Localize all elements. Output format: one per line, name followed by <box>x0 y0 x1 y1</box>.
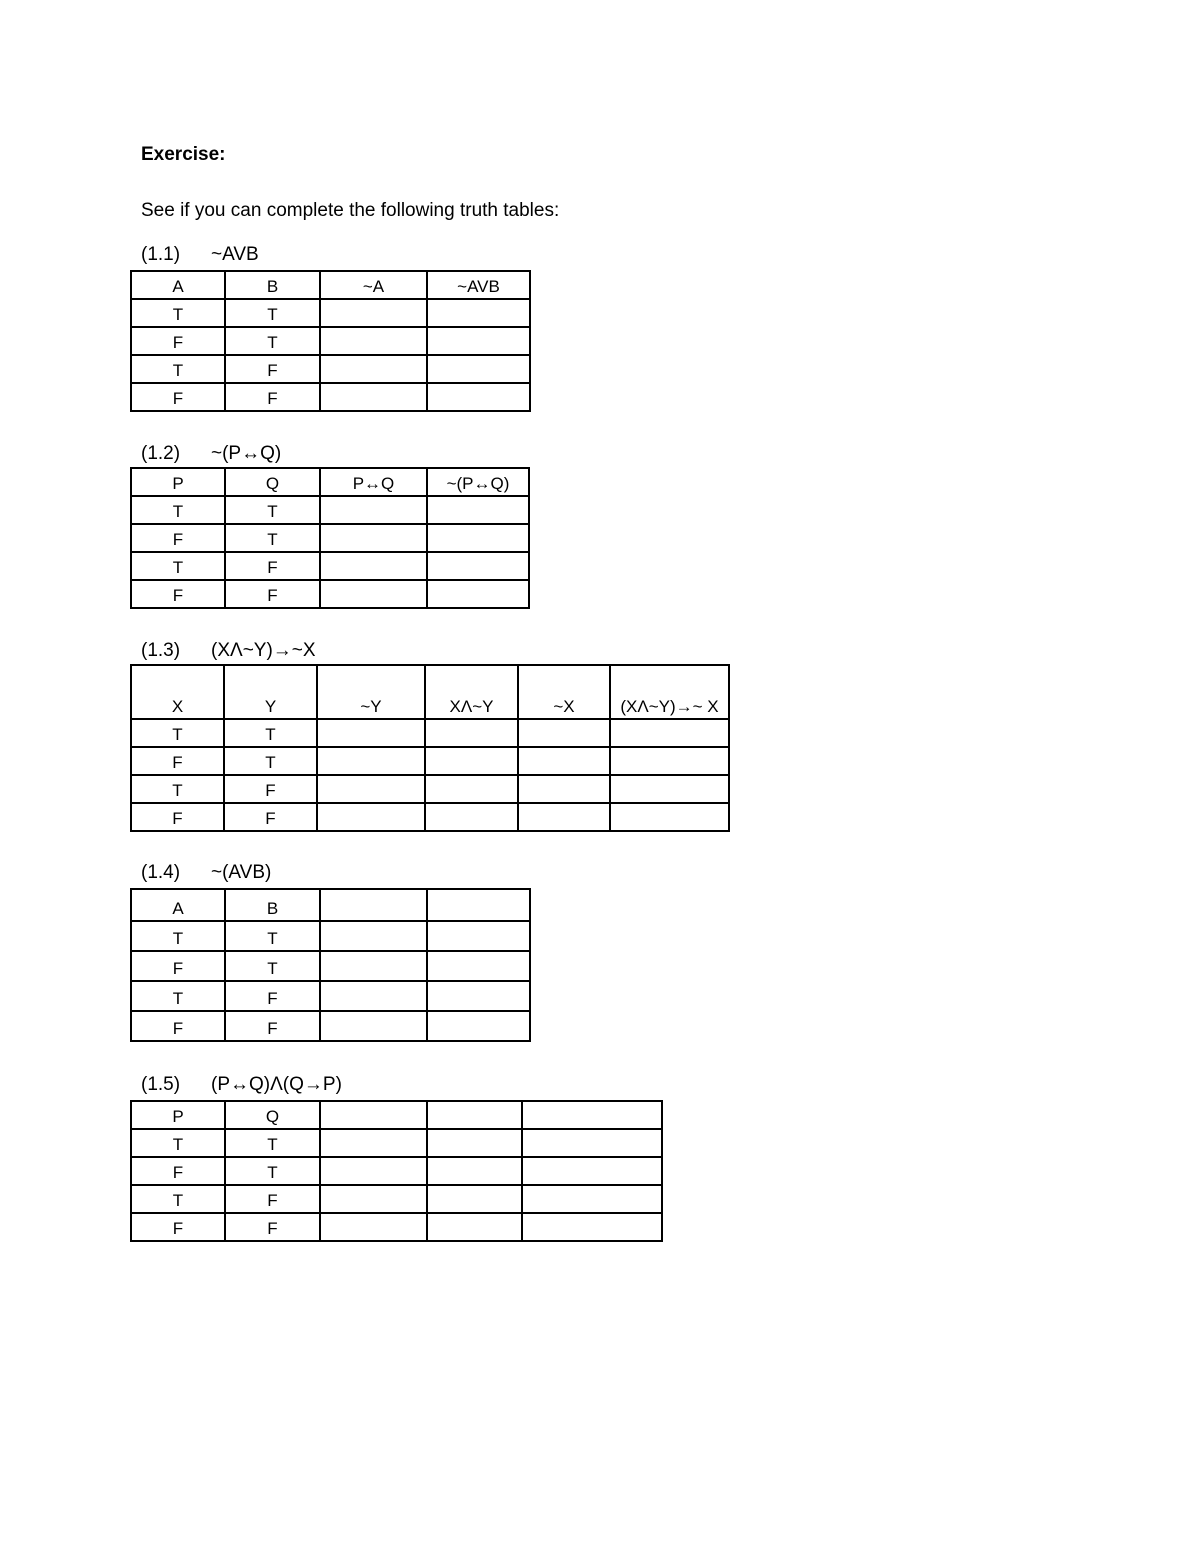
intro-text: See if you can complete the following truth tables: <box>141 200 560 221</box>
header-cell: A <box>131 889 225 921</box>
header-row <box>131 271 530 299</box>
table-row <box>131 552 529 580</box>
answer-cell[interactable] <box>427 1185 522 1213</box>
value-cell: T <box>131 355 225 383</box>
value-cell: T <box>131 1185 225 1213</box>
header-cell: ~A <box>320 271 427 299</box>
table-row <box>131 524 529 552</box>
value-cell: F <box>131 383 225 411</box>
table-row <box>131 1185 662 1213</box>
table-row <box>131 1157 662 1185</box>
answer-cell[interactable] <box>425 803 518 831</box>
exercise-label <box>141 443 281 465</box>
answer-cell[interactable] <box>427 496 529 524</box>
answer-cell[interactable] <box>425 747 518 775</box>
answer-cell[interactable] <box>427 1157 522 1185</box>
answer-cell[interactable] <box>427 981 530 1011</box>
header-cell: B <box>225 271 320 299</box>
value-cell: T <box>225 299 320 327</box>
value-cell: T <box>225 1129 320 1157</box>
answer-cell[interactable] <box>518 747 610 775</box>
answer-cell[interactable] <box>427 1213 522 1241</box>
value-cell: F <box>224 803 317 831</box>
answer-cell[interactable] <box>317 719 425 747</box>
answer-cell[interactable] <box>320 1213 427 1241</box>
value-cell: T <box>131 299 225 327</box>
answer-cell[interactable] <box>427 1129 522 1157</box>
value-cell: T <box>225 496 320 524</box>
header-cell <box>427 889 530 921</box>
table-row <box>131 299 530 327</box>
header-cell: Y <box>224 665 317 719</box>
value-cell: F <box>131 580 225 608</box>
exercise-formula: (P↔Q)Λ(Q→P) <box>211 1074 342 1095</box>
truth-table <box>130 270 531 412</box>
exercise-number: (1.2) <box>141 443 181 464</box>
value-cell: T <box>224 719 317 747</box>
value-cell: F <box>224 775 317 803</box>
answer-cell[interactable] <box>610 803 729 831</box>
answer-cell[interactable] <box>320 1011 427 1041</box>
header-cell: XΛ~Y <box>425 665 518 719</box>
value-cell: F <box>225 580 320 608</box>
table-row <box>131 719 729 747</box>
answer-cell[interactable] <box>317 775 425 803</box>
answer-cell[interactable] <box>522 1157 662 1185</box>
answer-cell[interactable] <box>610 747 729 775</box>
header-cell: ~AVB <box>427 271 530 299</box>
table-row <box>131 747 729 775</box>
answer-cell[interactable] <box>320 981 427 1011</box>
answer-cell[interactable] <box>320 496 427 524</box>
value-cell: T <box>131 496 225 524</box>
table-row <box>131 355 530 383</box>
table-row <box>131 1129 662 1157</box>
answer-cell[interactable] <box>427 580 529 608</box>
value-cell: T <box>131 775 224 803</box>
header-cell: Q <box>225 468 320 496</box>
answer-cell[interactable] <box>320 1129 427 1157</box>
answer-cell[interactable] <box>427 524 529 552</box>
header-cell: P↔Q <box>320 468 427 496</box>
answer-cell[interactable] <box>427 327 530 355</box>
value-cell: T <box>225 1157 320 1185</box>
exercise-number: (1.5) <box>141 1074 181 1095</box>
truth-table <box>130 664 730 832</box>
table-row <box>131 921 530 951</box>
value-cell: F <box>131 327 225 355</box>
value-cell: T <box>131 981 225 1011</box>
answer-cell[interactable] <box>320 951 427 981</box>
header-cell <box>522 1101 662 1129</box>
value-cell: T <box>131 1129 225 1157</box>
answer-cell[interactable] <box>427 299 530 327</box>
value-cell: T <box>225 921 320 951</box>
answer-cell[interactable] <box>427 383 530 411</box>
header-cell <box>320 889 427 921</box>
exercise-label <box>141 244 259 266</box>
value-cell: T <box>131 719 224 747</box>
value-cell: F <box>225 355 320 383</box>
answer-cell[interactable] <box>320 552 427 580</box>
answer-cell[interactable] <box>425 719 518 747</box>
table-row <box>131 1011 530 1041</box>
header-cell: (XΛ~Y)→~ X <box>610 665 729 719</box>
value-cell: F <box>131 951 225 981</box>
answer-cell[interactable] <box>317 747 425 775</box>
answer-cell[interactable] <box>610 719 729 747</box>
header-cell: B <box>225 889 320 921</box>
header-row <box>131 1101 662 1129</box>
answer-cell[interactable] <box>320 1185 427 1213</box>
answer-cell[interactable] <box>522 1213 662 1241</box>
answer-cell[interactable] <box>320 524 427 552</box>
answer-cell[interactable] <box>320 383 427 411</box>
truth-table <box>130 888 531 1042</box>
value-cell: T <box>224 747 317 775</box>
exercise-number: (1.4) <box>141 862 181 883</box>
exercise-title: Exercise: <box>141 144 226 165</box>
exercise-formula: ~AVB <box>211 244 259 265</box>
exercise-formula: (XΛ~Y)→~X <box>211 640 316 661</box>
value-cell: F <box>131 524 225 552</box>
value-cell: T <box>225 327 320 355</box>
value-cell: T <box>131 921 225 951</box>
answer-cell[interactable] <box>427 355 530 383</box>
answer-cell[interactable] <box>610 775 729 803</box>
header-cell: ~X <box>518 665 610 719</box>
header-row <box>131 665 729 719</box>
value-cell: F <box>225 1213 320 1241</box>
exercise-label <box>141 1074 342 1096</box>
header-cell: X <box>131 665 224 719</box>
answer-cell[interactable] <box>320 327 427 355</box>
answer-cell[interactable] <box>522 1185 662 1213</box>
value-cell: F <box>131 803 224 831</box>
table-row <box>131 327 530 355</box>
value-cell: T <box>131 552 225 580</box>
table-row <box>131 1213 662 1241</box>
answer-cell[interactable] <box>320 355 427 383</box>
header-row <box>131 889 530 921</box>
table-row <box>131 496 529 524</box>
header-cell: ~Y <box>317 665 425 719</box>
answer-cell[interactable] <box>427 1011 530 1041</box>
table-row <box>131 803 729 831</box>
answer-cell[interactable] <box>518 719 610 747</box>
exercise-label <box>141 640 316 662</box>
table-row <box>131 951 530 981</box>
value-cell: F <box>225 1011 320 1041</box>
exercise-formula: ~(P↔Q) <box>211 443 282 464</box>
answer-cell[interactable] <box>518 775 610 803</box>
header-cell: Q <box>225 1101 320 1129</box>
value-cell: F <box>131 1213 225 1241</box>
answer-cell[interactable] <box>522 1129 662 1157</box>
value-cell: F <box>225 1185 320 1213</box>
answer-cell[interactable] <box>427 552 529 580</box>
value-cell: F <box>225 383 320 411</box>
exercise-number: (1.3) <box>141 640 181 661</box>
table-row <box>131 775 729 803</box>
value-cell: F <box>225 552 320 580</box>
answer-cell[interactable] <box>518 803 610 831</box>
answer-cell[interactable] <box>425 775 518 803</box>
answer-cell[interactable] <box>317 803 425 831</box>
exercise-number: (1.1) <box>141 244 181 265</box>
value-cell: T <box>225 951 320 981</box>
header-cell <box>427 1101 522 1129</box>
answer-cell[interactable] <box>320 921 427 951</box>
header-cell: P <box>131 1101 225 1129</box>
value-cell: F <box>225 981 320 1011</box>
answer-cell[interactable] <box>320 580 427 608</box>
answer-cell[interactable] <box>427 951 530 981</box>
value-cell: F <box>131 747 224 775</box>
header-cell <box>320 1101 427 1129</box>
header-cell: A <box>131 271 225 299</box>
table-row <box>131 383 530 411</box>
value-cell: F <box>131 1157 225 1185</box>
exercise-label <box>141 862 271 884</box>
answer-cell[interactable] <box>320 299 427 327</box>
header-row <box>131 468 529 496</box>
answer-cell[interactable] <box>427 921 530 951</box>
exercise-formula: ~(AVB) <box>211 862 272 883</box>
header-cell: ~(P↔Q) <box>427 468 529 496</box>
table-row <box>131 981 530 1011</box>
value-cell: F <box>131 1011 225 1041</box>
value-cell: T <box>225 524 320 552</box>
answer-cell[interactable] <box>320 1157 427 1185</box>
table-row <box>131 580 529 608</box>
truth-table <box>130 467 530 609</box>
truth-table <box>130 1100 663 1242</box>
header-cell: P <box>131 468 225 496</box>
